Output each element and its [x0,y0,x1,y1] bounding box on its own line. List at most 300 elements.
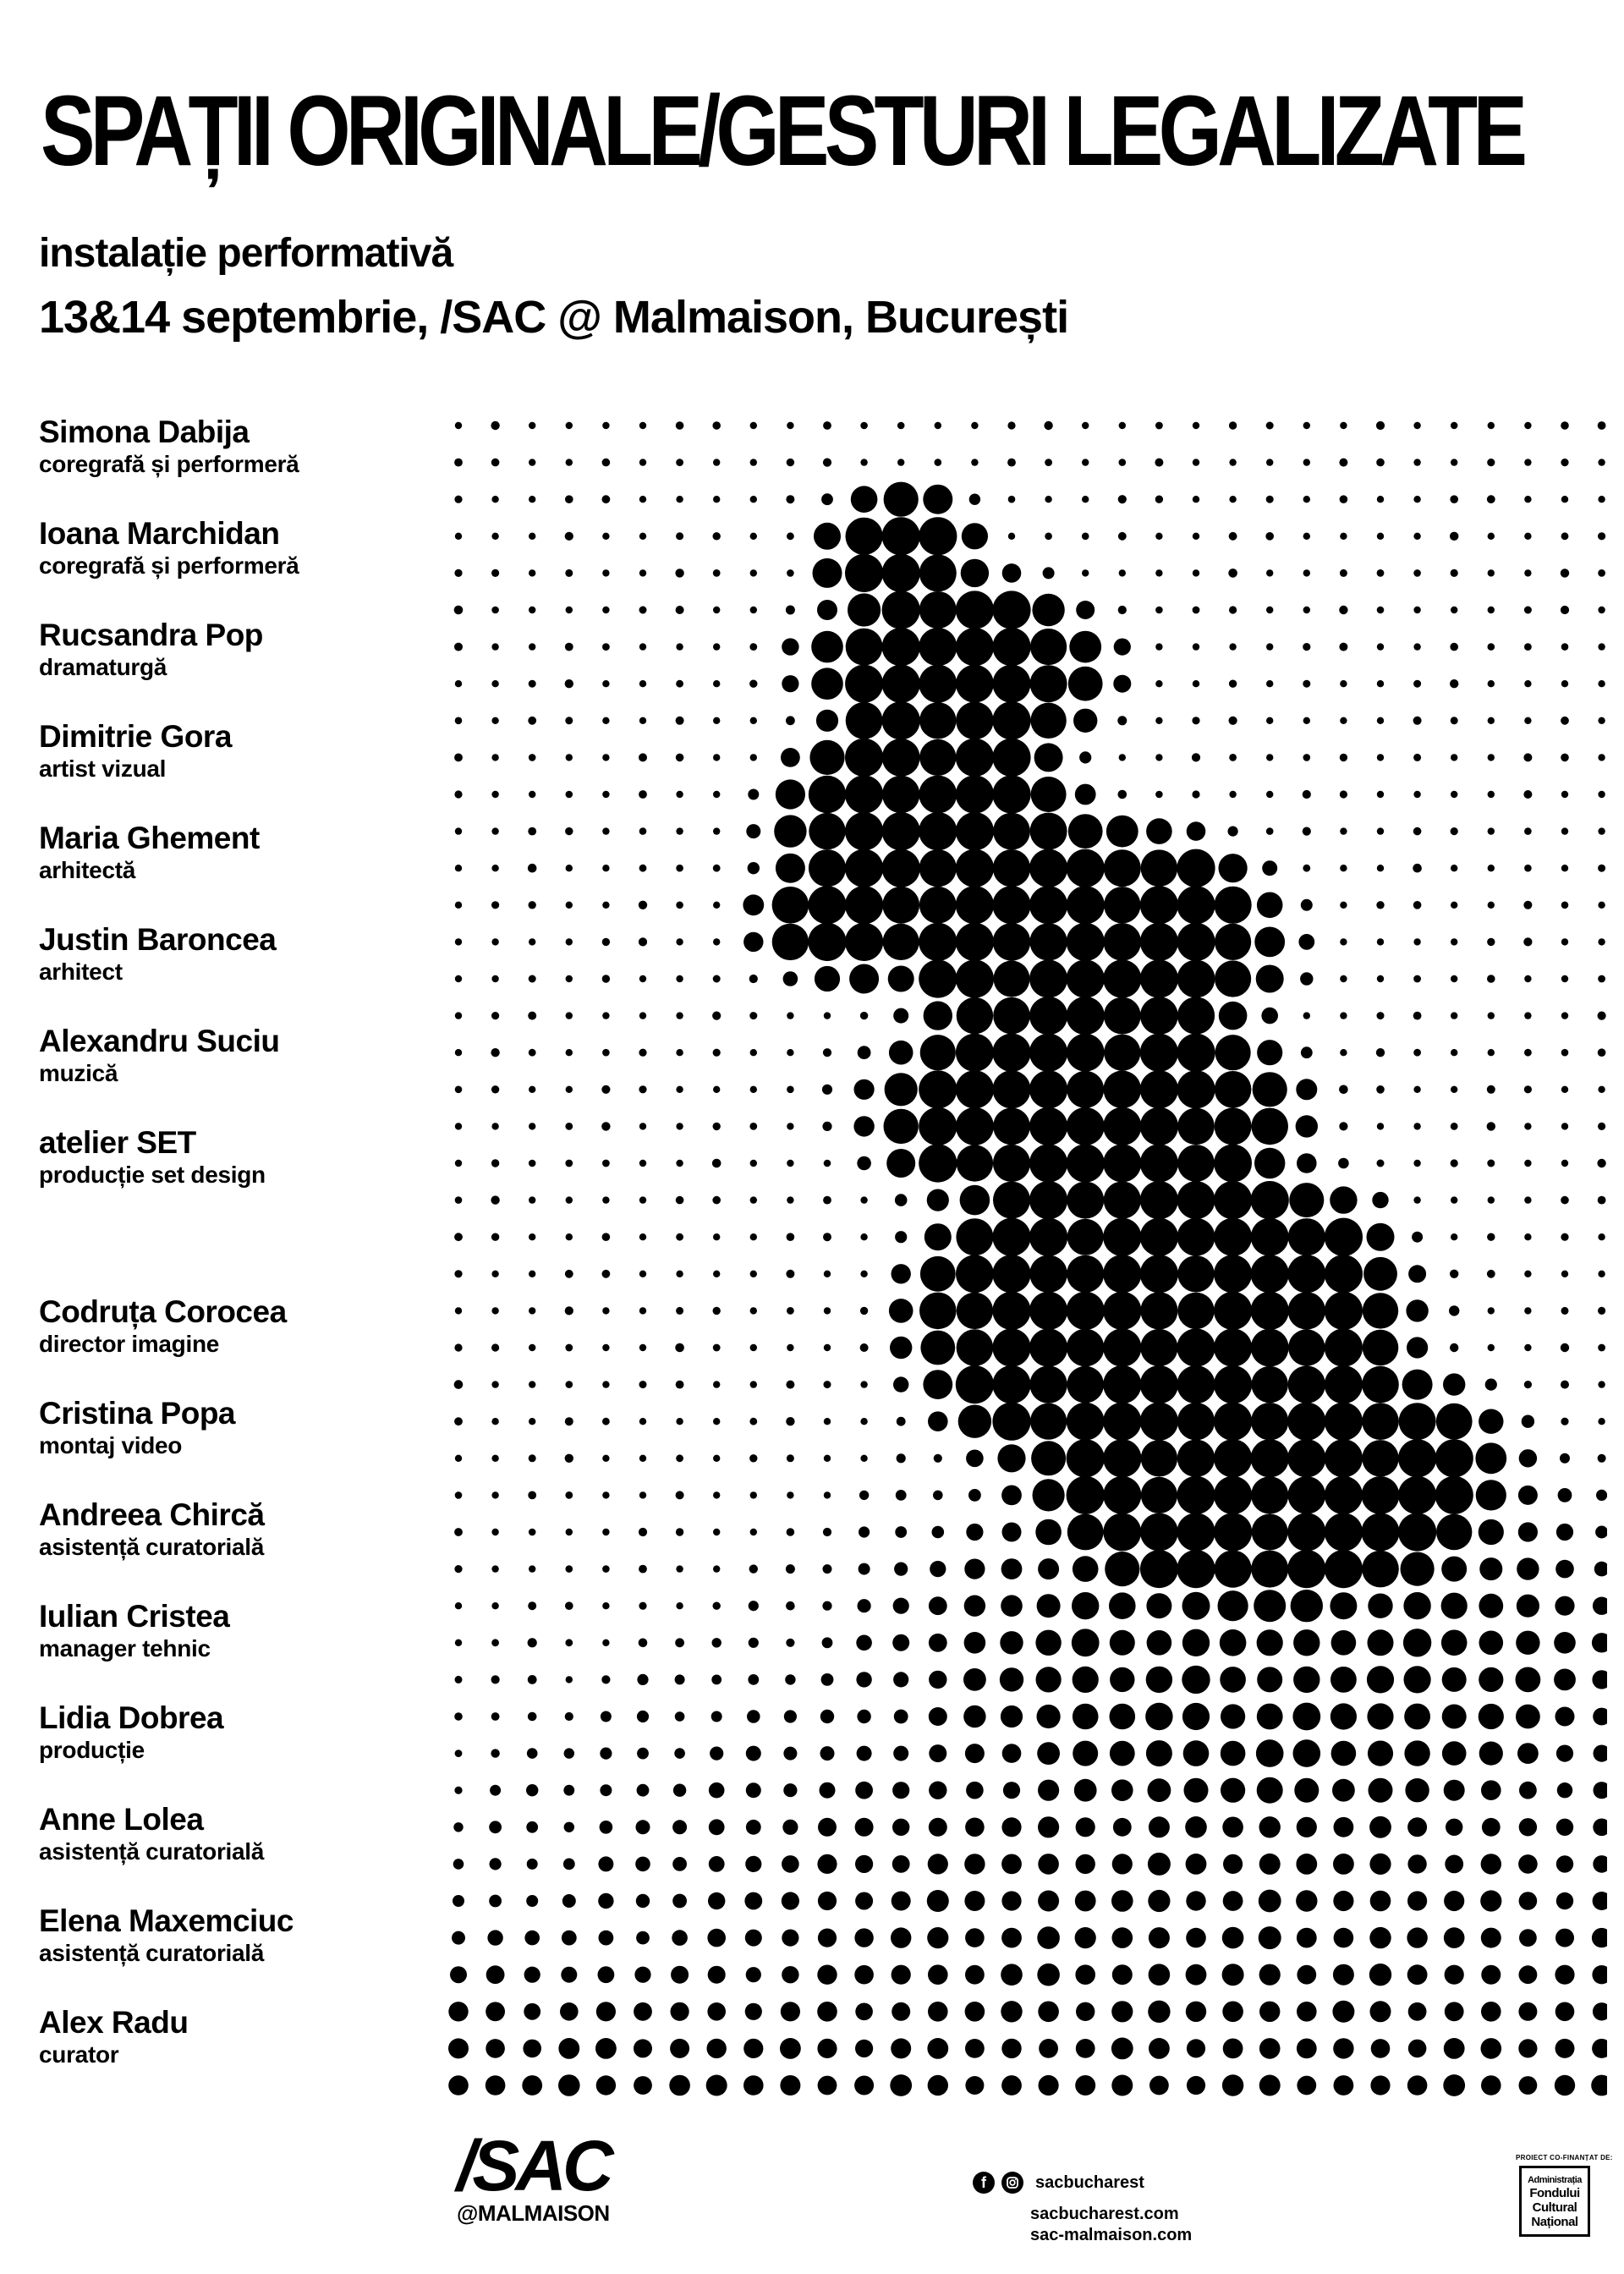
halftone-dot [491,421,499,430]
halftone-dot [639,1160,646,1167]
halftone-dot [1524,1381,1532,1388]
halftone-dot [1223,1854,1243,1874]
instagram-icon[interactable] [1001,2172,1023,2194]
halftone-dot [487,1930,502,1945]
halftone-dot [1032,594,1064,626]
halftone-dot [455,902,462,909]
halftone-dot [1214,1439,1252,1477]
halftone-dot [823,1528,831,1536]
halftone-dot [1185,1816,1207,1838]
halftone-dot [1413,717,1422,725]
halftone-dot [1598,1418,1605,1425]
halftone-dot [1177,1108,1215,1145]
halftone-dot [1029,1144,1067,1182]
halftone-dot [676,421,684,430]
halftone-dot [1451,1123,1458,1130]
halftone-dot [1487,975,1495,983]
halftone-dot [1557,1782,1572,1798]
halftone-dot [1367,1703,1393,1729]
halftone-dot [602,1196,609,1203]
website-link[interactable]: sac-malmaison.com [1030,2226,1193,2244]
halftone-dot [1333,1891,1353,1911]
halftone-dot [1076,2002,1095,2021]
halftone-dot [856,1672,871,1687]
halftone-dot [993,1070,1031,1108]
halftone-dot [1519,1449,1537,1467]
halftone-dot [1146,1740,1172,1766]
halftone-dot [1598,569,1605,577]
halftone-dot [1555,1560,1574,1579]
halftone-dot [893,1598,909,1614]
halftone-dot [1068,814,1103,849]
halftone-dot [526,1821,538,1833]
credit-role: curator [39,2041,119,2068]
halftone-dot [1155,533,1162,540]
halftone-dot [1266,496,1274,503]
halftone-dot [882,665,920,703]
halftone-dot [1331,1630,1357,1656]
credit-role: artist vizual [39,755,167,782]
halftone-dot [491,1343,499,1351]
halftone-dot [1451,1049,1457,1056]
halftone-dot [1296,1890,1317,1911]
halftone-dot [993,1182,1030,1219]
halftone-dot [1182,1666,1210,1694]
halftone-dot [676,1196,684,1205]
halftone-dot [1103,1513,1141,1552]
halftone-dot [1451,1086,1457,1093]
halftone-dot [992,701,1030,739]
halftone-dot [1554,1632,1576,1654]
halftone-dot [1229,421,1237,429]
halftone-dot [453,1859,464,1870]
halftone-dot [1067,1219,1104,1255]
halftone-dot [1140,1550,1178,1588]
halftone-dot [892,1892,911,1911]
halftone-dot [1519,1892,1538,1910]
halftone-dot [713,1049,721,1057]
halftone-dot [808,923,846,961]
halftone-dot [1488,643,1495,651]
halftone-dot [896,1490,907,1501]
halftone-dot [1340,422,1347,429]
halftone-dot [1303,569,1310,576]
halftone-dot [491,827,498,834]
halftone-dot [1561,1381,1569,1389]
halftone-dot [892,1819,909,1836]
halftone-dot [486,2002,505,2021]
halftone-dot [1029,1292,1067,1330]
halftone-dot [1487,1122,1495,1130]
halftone-dot [676,902,683,909]
halftone-dot [1368,1594,1392,1618]
halftone-dot [1362,1551,1399,1588]
halftone-dot [1451,938,1457,945]
halftone-dot [1140,1513,1178,1552]
halftone-dot [528,864,537,873]
halftone-dot [787,1196,793,1203]
halftone-dot [676,1049,683,1056]
halftone-dot [1330,1186,1357,1213]
halftone-dot [602,680,609,687]
halftone-dot [713,1529,720,1535]
halftone-dot [1488,1344,1495,1351]
halftone-dot [636,1820,650,1834]
halftone-dot [1192,753,1200,761]
halftone-dot [750,1233,757,1240]
halftone-dot [1450,1343,1458,1352]
halftone-dot [1067,886,1105,924]
halftone-dot [1103,1365,1141,1403]
halftone-dot [1598,607,1605,613]
halftone-dot [1221,1778,1245,1803]
halftone-dot [529,1271,535,1277]
halftone-dot [1518,1522,1538,1541]
halftone-dot [1561,1307,1569,1315]
halftone-dot [455,1491,463,1499]
halftone-dot [1296,1854,1317,1875]
halftone-dot [1488,865,1495,871]
halftone-dot [676,1491,684,1499]
halftone-dot [566,1381,573,1388]
halftone-dot [1110,1704,1136,1730]
halftone-dot [1593,1597,1607,1615]
halftone-dot [860,1012,868,1019]
halftone-dot [1598,1381,1605,1387]
halftone-dot [639,1085,646,1093]
halftone-dot [1398,1513,1436,1551]
halftone-dot [676,1086,683,1093]
halftone-dot [782,1966,798,1983]
halftone-dot [565,1491,573,1499]
halftone-dot [809,776,846,813]
halftone-dot [786,1564,795,1574]
halftone-dot [563,1785,574,1796]
halftone-dot [1074,1779,1097,1802]
halftone-dot [595,2038,617,2059]
halftone-dot [823,459,831,467]
facebook-icon[interactable]: f [973,2172,995,2194]
halftone-dot [993,813,1030,850]
halftone-dot [1254,1590,1286,1622]
halftone-dot [1214,1365,1252,1403]
halftone-dot [856,1635,872,1651]
halftone-dot [602,533,609,540]
halftone-dot [1111,2001,1133,2022]
halftone-dot [1192,790,1199,798]
halftone-dot [639,717,646,724]
halftone-dot [749,1638,759,1648]
social-handle[interactable]: sacbucharest [1035,2172,1144,2192]
halftone-dot [602,1418,610,1425]
halftone-dot [1218,1590,1248,1621]
halftone-dot [1435,1476,1473,1514]
halftone-dot [1445,2002,1464,2021]
halftone-dot [817,2002,837,2022]
halftone-dot [1340,569,1347,577]
halftone-dot [1140,923,1178,961]
halftone-dot [1518,2039,1537,2057]
halftone-dot [927,2038,948,2059]
halftone-dot [601,1085,610,1094]
credit-name: Dimitrie Gora [39,719,232,754]
halftone-dot [1363,1257,1397,1291]
halftone-dot [776,779,805,809]
halftone-dot [1377,496,1384,503]
halftone-dot [1110,1741,1135,1766]
halftone-dot [1146,1593,1171,1618]
halftone-dot [855,2040,873,2057]
halftone-dot [1561,1012,1568,1019]
halftone-dot [787,1528,795,1536]
halftone-dot [1067,1144,1105,1182]
credit-role: coregrafă și performeră [39,451,299,477]
halftone-dot [676,1528,683,1535]
halftone-dot [1288,1365,1325,1403]
halftone-dot [1002,563,1022,583]
halftone-dot [1561,459,1568,466]
halftone-dot [598,1893,613,1909]
halftone-dot [1148,1853,1171,1876]
halftone-dot [1333,1964,1354,1986]
halftone-dot [523,2040,541,2058]
halftone-dot [1488,1307,1495,1314]
halftone-dot [1524,1160,1531,1167]
halftone-dot [1030,629,1067,665]
halftone-dot [1334,1817,1354,1837]
halftone-dot [1001,2001,1022,2022]
halftone-dot [1001,1928,1022,1948]
halftone-dot [971,422,978,429]
halftone-dot [529,1233,535,1240]
halftone-dot [787,1123,793,1129]
halftone-dot [845,554,883,592]
halftone-dot [1104,997,1141,1035]
halftone-dot [1073,1667,1099,1693]
halftone-dot [1451,1159,1458,1167]
halftone-dot [713,754,720,761]
halftone-dot [1067,1071,1104,1108]
halftone-dot [1147,1630,1172,1656]
halftone-dot [1043,567,1055,579]
event-dateline: 13&14 septembrie, /SAC @ Malmaison, București [39,292,1069,343]
halftone-dot [893,1008,908,1024]
halftone-dot [491,643,498,650]
halftone-dot [454,1787,462,1794]
halftone-dot [824,1455,831,1462]
halftone-dot [1524,569,1531,576]
halftone-dot [1523,901,1532,909]
halftone-dot [565,1639,573,1646]
halftone-dot [1362,1513,1400,1552]
halftone-dot [602,1491,609,1498]
halftone-dot [1404,1740,1429,1766]
halftone-dot [529,1160,536,1167]
halftone-dot [1377,607,1385,614]
halftone-dot [1288,1292,1325,1329]
halftone-dot [890,2074,912,2096]
halftone-dot [1253,1072,1287,1107]
halftone-dot [1362,1440,1398,1476]
halftone-dot [713,680,720,687]
halftone-dot [1479,1519,1504,1545]
credit-entry [39,922,436,986]
halftone-dot [713,865,721,872]
halftone-dot [528,1638,537,1647]
halftone-dot [1221,1741,1246,1766]
halftone-dot [1446,1819,1462,1836]
halftone-dot [1481,1780,1501,1800]
halftone-dot [1001,1854,1022,1875]
halftone-dot [1444,1780,1465,1801]
funder-logo-line: Național [1531,2214,1578,2229]
halftone-dot [860,1381,867,1387]
halftone-dot [962,523,988,549]
halftone-dot [1259,1926,1281,1949]
halftone-dot [1482,1818,1501,1837]
halftone-dot [1215,1071,1252,1108]
halftone-dot [919,665,957,703]
halftone-dot [855,1892,873,1910]
halftone-dot [960,1185,990,1216]
halftone-dot [821,1673,834,1686]
halftone-dot [845,923,883,961]
halftone-dot [1112,1854,1133,1874]
halftone-dot [710,1747,723,1760]
halftone-dot [846,518,883,555]
halftone-dot [713,1344,721,1352]
halftone-dot [713,1123,721,1130]
halftone-dot [1561,754,1569,762]
website-link[interactable]: sacbucharest.com [1030,2205,1179,2223]
halftone-dot [815,966,840,991]
halftone-dot [634,2076,652,2095]
halftone-dot [818,1929,837,1947]
halftone-dot [713,607,720,613]
halftone-dot [750,569,757,576]
halftone-dot [1524,1307,1531,1314]
halftone-dot [676,1271,683,1277]
halftone-dot [454,1565,462,1573]
halftone-dot [772,924,809,960]
halftone-dot [1523,937,1532,946]
halftone-dot [919,959,957,997]
halftone-dot [1377,680,1384,687]
halftone-dot [1413,1196,1420,1203]
halftone-dot [529,791,535,798]
halftone-dot [676,606,684,614]
halftone-dot [786,716,795,725]
halftone-dot [1592,1633,1607,1652]
halftone-dot [889,1299,914,1323]
halftone-dot [676,717,684,725]
halftone-dot [1413,754,1421,761]
halftone-dot [706,2075,727,2096]
halftone-dot [602,865,609,871]
halftone-dot [823,1564,832,1574]
halftone-dot [491,1381,498,1387]
halftone-dot [823,1048,831,1057]
halftone-dot [1251,1439,1289,1477]
halftone-dot [1524,1196,1531,1203]
halftone-dot [1106,816,1138,848]
halftone-dot [455,533,462,540]
halftone-dot [1140,1403,1178,1441]
halftone-dot [454,790,462,798]
halftone-dot [1441,1557,1467,1582]
halftone-dot [1370,2001,1391,2022]
halftone-dot [882,739,920,777]
halftone-dot [1524,496,1531,503]
halftone-dot [1257,1777,1283,1804]
halftone-dot [639,1602,646,1610]
halftone-dot [454,1528,463,1536]
halftone-dot [596,2075,616,2095]
halftone-dot [1177,1181,1215,1219]
halftone-dot [965,1744,985,1763]
halftone-dot [1479,1409,1503,1434]
halftone-dot [1369,1854,1391,1875]
halftone-dot [1075,1927,1096,1948]
halftone-dot [1556,1524,1573,1541]
credit-name: Cristina Popa [39,1396,235,1431]
halftone-dot [786,1639,794,1647]
halftone-dot [992,628,1030,666]
halftone-dot [1029,997,1067,1035]
halftone-dot [745,1856,761,1872]
halftone-dot [1485,1379,1497,1391]
halftone-dot [746,1820,761,1835]
halftone-dot [454,1417,463,1425]
halftone-dot [1214,1292,1252,1330]
halftone-dot [1555,2002,1575,2022]
halftone-dot [928,2002,948,2022]
halftone-dot [676,791,683,798]
halftone-dot [455,1676,463,1684]
halftone-dot [1067,1329,1105,1367]
halftone-dot [671,1966,689,1984]
halftone-dot [1340,790,1347,798]
halftone-dot [1331,1741,1357,1766]
halftone-dot [1488,607,1495,613]
halftone-dot [529,1049,536,1057]
halftone-dot [1339,459,1347,467]
halftone-dot [1266,569,1273,576]
halftone-dot [639,1565,647,1574]
halftone-dot [1488,1012,1495,1019]
halftone-dot [1067,923,1105,961]
halftone-dot [1223,2039,1243,2059]
halftone-dot [787,1233,795,1241]
halftone-dot [1219,1002,1248,1030]
halftone-dot [564,1748,574,1758]
halftone-dot [1598,1196,1606,1205]
halftone-dot [855,1782,873,1799]
halftone-dot [1598,1012,1606,1020]
halftone-dot [809,740,844,775]
halftone-dot [1598,865,1605,872]
halftone-dot [1488,902,1495,909]
halftone-dot [993,997,1030,1035]
halftone-dot [816,710,838,732]
halftone-dot [1519,1929,1537,1947]
halftone-dot [602,607,609,613]
halftone-dot [1067,1034,1105,1072]
halftone-dot [1413,975,1421,983]
halftone-dot [1407,1927,1427,1947]
halftone-dot [964,1632,986,1654]
halftone-dot [1561,902,1569,909]
